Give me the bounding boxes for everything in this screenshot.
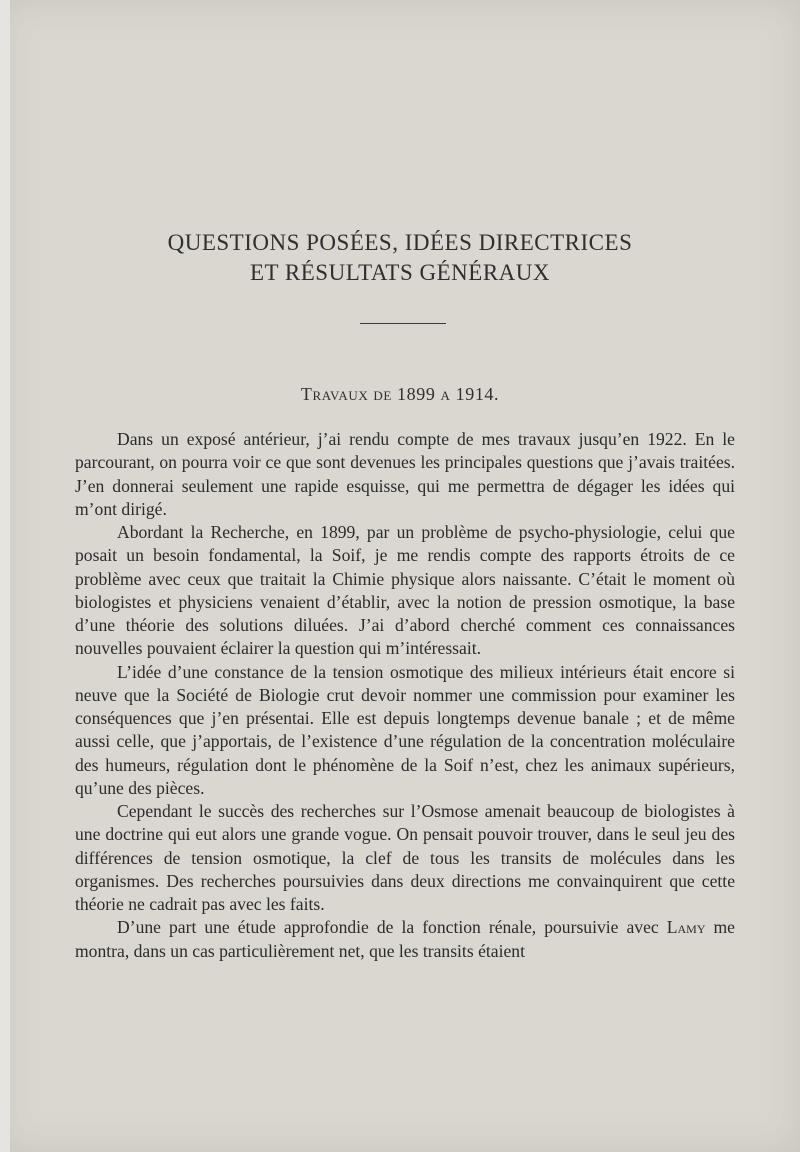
- chapter-title: [60, 228, 740, 288]
- author-name-lamy: Lamy: [666, 917, 706, 938]
- title-rule: [360, 323, 446, 324]
- section-subtitle: Travaux de 1899 a 1914.: [300, 384, 500, 404]
- paragraph-5-before: D’une part une étude approfondie de la fonction rénale, poursuivie avec: [117, 917, 667, 938]
- paragraph-1: Dans un exposé antérieur, j’ai rendu compte de mes travaux jusqu’en 1922. En le parcourant, on pourra voir ce que sont devenues les principales questions que j’avais traitées. J’en donnerai seulement une rapide esquisse, qui me permettra de dégager les idées qui m’ont dirigé.: [75, 429, 735, 519]
- page-edge: [0, 0, 10, 1152]
- paragraph-4: Cependant le succès des recherches sur l’Osmose amenait beaucoup de biologistes à une doctrine qui eut alors une grande vogue. On pensait pouvoir trouver, dans le seul jeu des différences de tension osmotique, la clef de tous les transits de molécules dans les organismes. Des recherches poursuivies dans deux directions me convainquirent que cette théorie ne cadrait pas avec les faits.: [75, 801, 735, 914]
- title-line-2: ET RÉSULTATS GÉNÉRAUX: [249, 260, 550, 285]
- paragraph-5-after: me montra, dans un cas particulièrement net, que les transits étaient: [75, 917, 735, 961]
- body-text: [75, 428, 735, 963]
- title-line-1: QUESTIONS POSÉES, IDÉES DIRECTRICES: [167, 230, 633, 255]
- paragraph-5: [75, 916, 735, 963]
- paragraph-3: L’idée d’une constance de la tension osmotique des milieux intérieurs était encore si neuve que la Société de Biologie crut devoir nommer une commission pour examiner les conséquences que j’en présentai. Elle est depuis longtemps devenue banale ; et de même aussi celle, que j’apportais, de l’existence d’une régulation de la concentration moléculaire des humeurs, régulation dont le phénomène de la Soif n’est, chez les animaux supérieurs, qu’une des pièces.: [75, 661, 735, 798]
- paragraph-2: Abordant la Recherche, en 1899, par un problème de psycho-physiologie, celui que posait un besoin fondamental, la Soif, je me rendis compte des rapports étroits de ce problème avec ceux que traitait la Chimie physique alors naissante. C’était le moment où biologistes et physiciens venaient d’établir, avec la notion de pression osmotique, la base d’une théorie des solutions diluées. J’ai d’abord cherché comment ces connaissances nouvelles pouvaient éclairer la question qui m’intéressait.: [75, 522, 735, 659]
